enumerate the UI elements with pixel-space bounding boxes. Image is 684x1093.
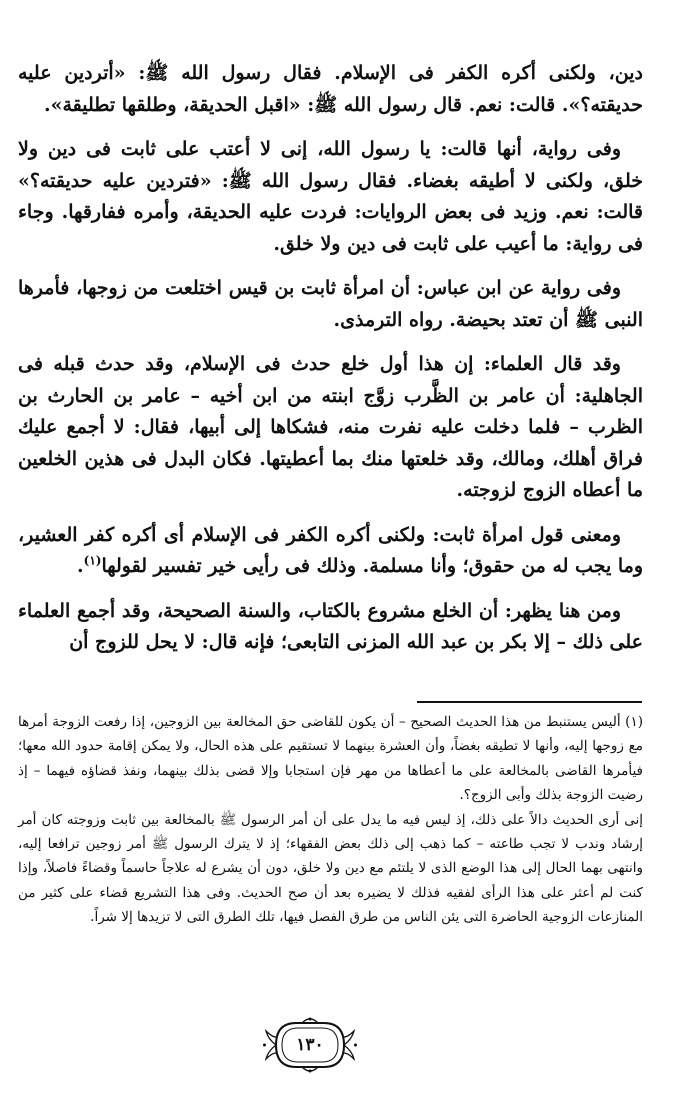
paragraph-4: وقد قال العلماء: إن هذا أول خلع حدث فى الإسلام، وقد حدث قبله فى الجاهلية: أن عامر بن الظَّرب زوَّج ابنته من ابن أخيه – عامر بن الحارث بن الظرب – فلما دخلت عليه نفرت منه، فشكاها إلى أبيها، فقال: لا أجمع عليك فراق أهلك، ومالك، وقد خلعتها منك بما أعطيتها. فكان البدل فى هذين الخلعين ما أعطاه الزوج لزوجته. [18, 353, 643, 501]
paragraph-3: وفى رواية عن ابن عباس: أن امرأة ثابت بن قيس اختلعت من زوجها، فأمرها النبى ﷺ أن تعتد بحيضة. رواه الترمذى. [18, 277, 643, 331]
footnote-reference: (١) [83, 553, 102, 568]
page-number: ١٣٠ [296, 1035, 324, 1055]
footnote-1-continued: إنى أرى الحديث دالاً على ذلك، إذ ليس فيه ما يدل على أن أمر الرسول ﷺ بالمخالعة بين ثابت وزوجته كان أمر إرشاد وندب لا تجب طاعته – كما ذهب إلى ذلك بعض الفقهاء؛ إذ لا يترك الرسول ﷺ أمر زوجين ترافعا إليه، وانتهى بهما الحال إلى هذا الوضع الذى لا يلتئم مع دين ولا خلق، دون أن يشرع له علاجاً حاسماً وقضاءً فاصلاً، وإذا كنت لم أعثر على هذا الرأى لفقيه فذلك لا يضيره بعد أن صح الحديث. وفى هذا التشريع قضاء على كثير من المنازعات الزوجية الحاضرة التى يئن الناس من طرق الفصل فيها، تلك الطرق التى لا تزيدها إلا شراً. [18, 811, 643, 926]
footnotes [18, 710, 643, 930]
paragraph-6: ومن هنا يظهر: أن الخلع مشروع بالكتاب، والسنة الصحيحة، وقد أجمع العلماء على ذلك – إلا بكر بن عبد الله المزنى التابعى؛ فإنه قال: لا يحل للزوج أن [18, 599, 643, 653]
paragraph-2: وفى رواية، أنها قالت: يا رسول الله، إنى لا أعتب على ثابت فى دين ولا خلق، ولكنى لا أطيقه بغضاء. فقال رسول الله ﷺ: «فتردين عليه حديقته؟» قالت: نعم. وزيد فى بعض الروايات: فردت عليه الحديقة، وأمره ففارقها. وجاء فى رواية: ما أعيب على ثابت فى دين ولا خلق. [18, 138, 643, 255]
paragraph-5-text: ومعنى قول امرأة ثابت: ولكنى أكره الكفر فى الإسلام أى أكره كفر العشير، وما يجب له من حقوق؛ وأنا مسلمة. وذلك فى رأيى خير تفسير لقولها [18, 523, 643, 577]
footnote-1: (١) أليس يستنبط من هذا الحديث الصحيح – أن يكون للقاضى حق المخالعة بين الزوجين، إذا رفعت الزوجة أمرها مع زوجها إليه، وأنها لا تطيقه بغضاً، وأن العشرة بينهما لا تستقيم على هذه الحال، ولا يمكن إقامة حدود الله معها؛ فيأمرها القاضى بالمخالعة على ما أعطاها من مهر فإن استجابا وإلا قضى بذلك بينهما، ونفذ قضاؤه فيهما – إذ رضيت الزوجة بذلك وأبى الزوج؟. [18, 714, 643, 804]
footnote-separator [417, 701, 642, 703]
paragraph-5: ومعنى قول امرأة ثابت: ولكنى أكره الكفر فى الإسلام أى أكره كفر العشير، وما يجب له من حقوق؛ وأنا مسلمة. وذلك فى رأيى خير تفسير لقولها$^{(١)}$. [18, 523, 643, 577]
paragraph-1: دين، ولكنى أكره الكفر فى الإسلام. فقال رسول الله ﷺ: «أتردين عليه حديقته؟». قالت: نعم. قال رسول الله ﷺ: «اقبل الحديقة، وطلقها تطليقة». [18, 62, 643, 116]
main-text [18, 58, 643, 672]
